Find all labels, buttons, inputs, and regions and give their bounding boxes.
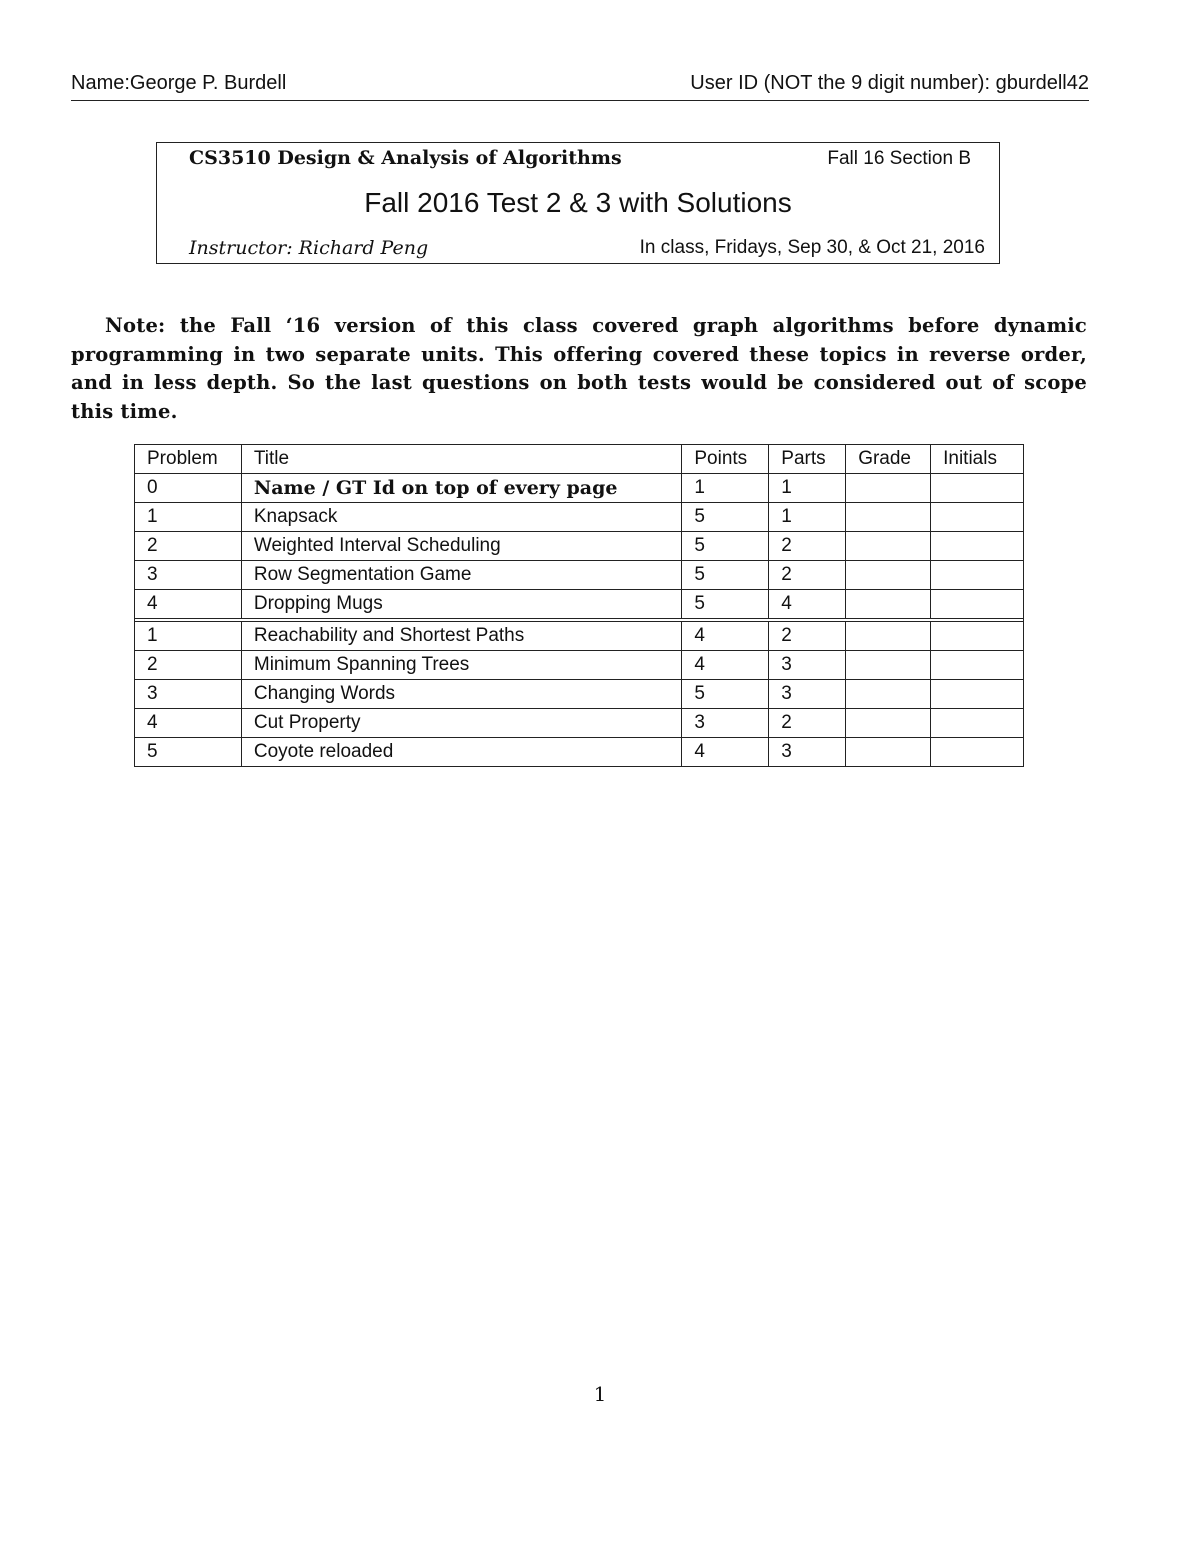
table-row (135, 503, 1024, 532)
grade-cell (846, 590, 931, 619)
problem-cell: 0 (135, 474, 242, 503)
table-row (135, 590, 1024, 619)
initials-cell (931, 532, 1024, 561)
course-info-box (156, 142, 1000, 264)
problem-cell: 4 (135, 709, 242, 738)
initials-cell (931, 561, 1024, 590)
title-cell: Cut Property (241, 709, 681, 738)
parts-cell: 3 (769, 651, 846, 680)
initials-cell (931, 622, 1024, 651)
parts-cell: 4 (769, 590, 846, 619)
header-points: Points (682, 445, 769, 474)
points-cell: 3 (682, 709, 769, 738)
parts-cell: 2 (769, 709, 846, 738)
grade-cell (846, 738, 931, 767)
initials-cell (931, 738, 1024, 767)
title-cell: Changing Words (241, 680, 681, 709)
points-cell: 1 (682, 474, 769, 503)
table-row (135, 622, 1024, 651)
table-row (135, 651, 1024, 680)
grade-cell (846, 474, 931, 503)
table-row (135, 532, 1024, 561)
parts-cell: 2 (769, 561, 846, 590)
points-cell: 5 (682, 680, 769, 709)
problem-cell: 2 (135, 532, 242, 561)
problem-cell: 4 (135, 590, 242, 619)
header-problem: Problem (135, 445, 242, 474)
page-header (71, 70, 1089, 101)
title-cell: Name / GT Id on top of every page (241, 474, 681, 503)
grade-cell (846, 651, 931, 680)
parts-cell: 2 (769, 622, 846, 651)
grade-cell (846, 532, 931, 561)
parts-cell: 2 (769, 532, 846, 561)
grade-cell (846, 561, 931, 590)
initials-cell (931, 651, 1024, 680)
test-title: Fall 2016 Test 2 & 3 with Solutions (364, 187, 792, 218)
student-name: Name:George P. Burdell (71, 72, 287, 94)
problem-cell: 1 (135, 503, 242, 532)
table-row (135, 680, 1024, 709)
grading-table (134, 444, 1024, 767)
parts-cell: 3 (769, 738, 846, 767)
table-row (135, 561, 1024, 590)
header-initials: Initials (931, 445, 1024, 474)
parts-cell: 1 (769, 474, 846, 503)
title-cell: Minimum Spanning Trees (241, 651, 681, 680)
points-cell: 4 (682, 651, 769, 680)
grade-cell (846, 622, 931, 651)
table-row (135, 709, 1024, 738)
table-row (135, 474, 1024, 503)
initials-cell (931, 474, 1024, 503)
header-grade: Grade (846, 445, 931, 474)
title-cell: Dropping Mugs (241, 590, 681, 619)
initials-cell (931, 503, 1024, 532)
problem-cell: 3 (135, 680, 242, 709)
course-section: Fall 16 Section B (827, 148, 971, 169)
problem-cell: 1 (135, 622, 242, 651)
grade-cell (846, 709, 931, 738)
points-cell: 5 (682, 532, 769, 561)
points-cell: 5 (682, 590, 769, 619)
instructor: Instructor: Richard Peng (189, 237, 429, 259)
problem-cell: 5 (135, 738, 242, 767)
title-cell: Knapsack (241, 503, 681, 532)
header-parts: Parts (769, 445, 846, 474)
scope-note: Note: the Fall ‘16 version of this class covered graph algorithms before dynamic programming in two separate units. This offering covered these topics in reverse order, and in less depth. So the last questions on both tests would be considered out of scope this time. (71, 314, 1087, 423)
points-cell: 4 (682, 738, 769, 767)
initials-cell (931, 680, 1024, 709)
title-cell: Row Segmentation Game (241, 561, 681, 590)
table-row (135, 738, 1024, 767)
grade-cell (846, 503, 931, 532)
parts-cell: 3 (769, 680, 846, 709)
title-cell: Coyote reloaded (241, 738, 681, 767)
initials-cell (931, 709, 1024, 738)
test-schedule: In class, Fridays, Sep 30, & Oct 21, 2016 (639, 237, 985, 258)
problem-cell: 2 (135, 651, 242, 680)
student-user-id: User ID (NOT the 9 digit number): gburdell42 (690, 72, 1089, 94)
initials-cell (931, 590, 1024, 619)
page-number: 1 (593, 1382, 607, 1406)
title-cell: Reachability and Shortest Paths (241, 622, 681, 651)
header-title: Title (241, 445, 681, 474)
parts-cell: 1 (769, 503, 846, 532)
points-cell: 5 (682, 503, 769, 532)
grade-cell (846, 680, 931, 709)
title-cell: Weighted Interval Scheduling (241, 532, 681, 561)
points-cell: 4 (682, 622, 769, 651)
points-cell: 5 (682, 561, 769, 590)
problem-cell: 3 (135, 561, 242, 590)
course-name: CS3510 Design & Analysis of Algorithms (189, 147, 622, 169)
table-header-row (135, 445, 1024, 474)
